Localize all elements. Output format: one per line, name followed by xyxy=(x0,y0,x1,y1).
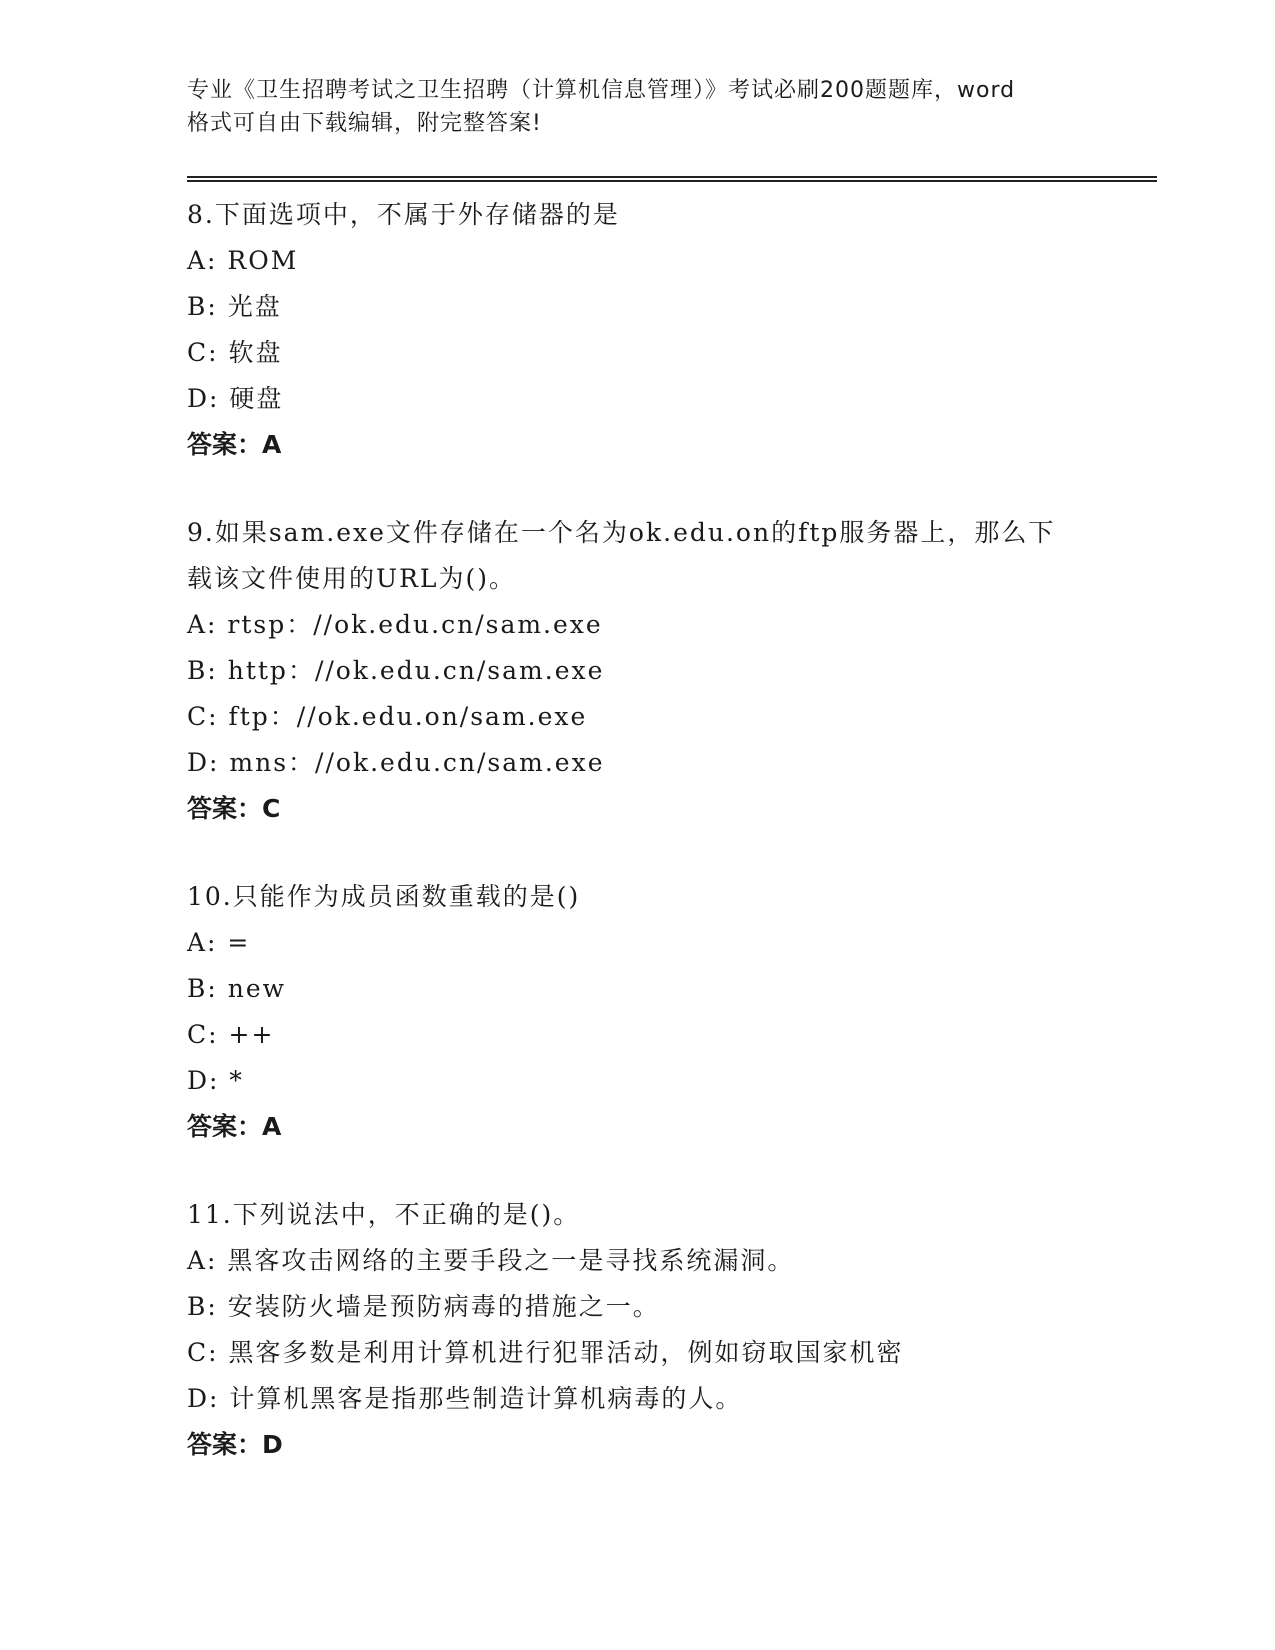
option-b: B: http：//ok.edu.cn/sam.exe xyxy=(187,656,605,685)
answer: 答案：A xyxy=(187,430,282,459)
option-a: A: = xyxy=(187,928,251,957)
header-line-1: 专业《卫生招聘考试之卫生招聘（计算机信息管理）》考试必刷200题题库，word xyxy=(187,78,1016,103)
option-b: B: new xyxy=(187,974,287,1003)
question-9 xyxy=(187,510,1157,832)
question-11 xyxy=(187,1192,1157,1468)
answer: 答案：C xyxy=(187,794,281,823)
question-text: 10.只能作为成员函数重载的是() xyxy=(187,882,581,911)
header-divider xyxy=(187,176,1157,182)
question-8 xyxy=(187,192,1157,468)
option-a: A: ROM xyxy=(187,246,299,275)
option-d: D: 硬盘 xyxy=(187,384,284,413)
option-a: A: rtsp：//ok.edu.cn/sam.exe xyxy=(187,610,603,639)
header-line-2: 格式可自由下载编辑，附完整答案! xyxy=(187,111,542,136)
option-d: D: * xyxy=(187,1066,244,1095)
option-b: B: 安装防火墙是预防病毒的措施之一。 xyxy=(187,1292,660,1321)
answer: 答案：D xyxy=(187,1430,283,1459)
answer: 答案：A xyxy=(187,1112,282,1141)
question-text: 11.下列说法中，不正确的是()。 xyxy=(187,1200,581,1229)
option-b: B: 光盘 xyxy=(187,292,282,321)
question-text: 9.如果sam.exe文件存储在一个名为ok.edu.on的ftp服务器上，那么下载该文件使用的URL为()。 xyxy=(187,518,1056,593)
document-page xyxy=(187,74,1157,1468)
option-c: C: 黑客多数是利用计算机进行犯罪活动，例如窃取国家机密 xyxy=(187,1338,904,1367)
option-c: C: ftp：//ok.edu.on/sam.exe xyxy=(187,702,588,731)
option-d: D: mns：//ok.edu.cn/sam.exe xyxy=(187,748,605,777)
option-c: C: ++ xyxy=(187,1020,275,1049)
question-text: 8.下面选项中，不属于外存储器的是 xyxy=(187,200,620,229)
option-a: A: 黑客攻击网络的主要手段之一是寻找系统漏洞。 xyxy=(187,1246,795,1275)
document-header xyxy=(187,74,1087,140)
question-10 xyxy=(187,874,1157,1150)
option-c: C: 软盘 xyxy=(187,338,283,367)
option-d: D: 计算机黑客是指那些制造计算机病毒的人。 xyxy=(187,1384,743,1413)
